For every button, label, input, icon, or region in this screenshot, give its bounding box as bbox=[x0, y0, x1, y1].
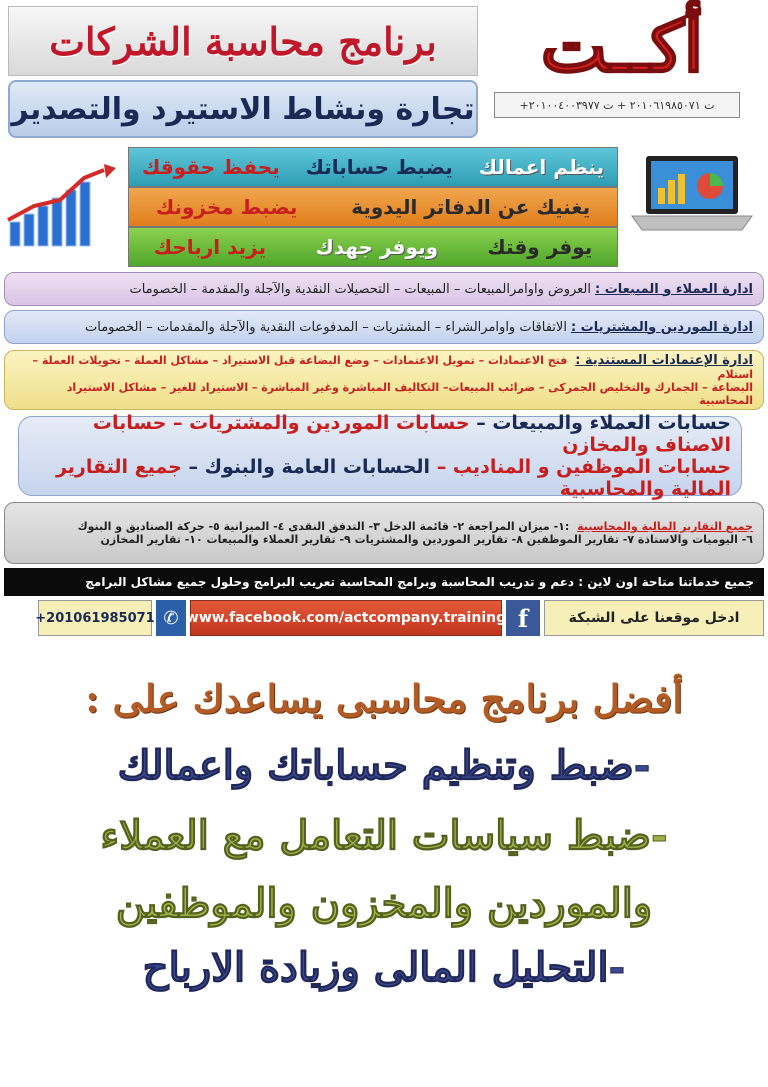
facebook-url[interactable]: www.facebook.com/actcompany.training bbox=[190, 600, 502, 636]
contact-bar bbox=[4, 600, 764, 636]
logo bbox=[488, 6, 756, 86]
credit-text-2: البضاعة – الجمارك والتخليص الجمركى – ضرائب المبيعات– التكاليف المباشرة وغير المباشرة – الاستيراد للغير – مشاكل الاستيراد المحاسبية bbox=[66, 381, 753, 407]
reports-line-1: :١- ميزان المراجعة ٢- قائمة الدخل ٣- التدفق النقدى ٤- الميزانية ٥- حركة الصناديق و البنوك bbox=[77, 520, 570, 533]
slogan-strip-2 bbox=[128, 187, 618, 227]
title-banner bbox=[8, 6, 478, 76]
customers-text: العروض واوامرالمبيعات – المبيعات – التحصيلات النقدية والآجلة والمقدمة – الخصومات bbox=[129, 281, 592, 297]
slogan-strip-3 bbox=[128, 227, 618, 267]
phone-numbers: ت ٢٠١٠٦١٩٨٥٠٧١ + ت ٢٠١٠٠٤٠٠٣٩٧٧+ bbox=[494, 92, 740, 118]
slogan-2a: يغنيك عن الدفاتر اليدوية bbox=[351, 195, 591, 219]
phone-icon: ✆ bbox=[156, 600, 186, 636]
accounts-1b: حسابات الموردين والمشتريات – bbox=[173, 412, 470, 434]
subtitle-banner bbox=[8, 80, 478, 138]
suppliers-module bbox=[4, 310, 764, 344]
credit-module bbox=[4, 350, 764, 410]
accounts-1a: حسابات العملاء والمبيعات – bbox=[476, 412, 731, 434]
slogan-2b: يضبط مخزونك bbox=[155, 195, 298, 219]
accounts-1c: حسابات الاصناف والمخازن bbox=[92, 412, 731, 456]
body-line-1: -ضبط وتنظيم حساباتك واعمالك bbox=[117, 742, 651, 789]
slogan-1c: يحفظ حقوقك bbox=[141, 155, 280, 179]
reports-line-2: ٦- اليوميات والاستاذة ٧- تقارير الموظفين ٨- تقارير الموردين والمشتريات ٩- تقارير العملاء والمبيعات ١٠- تقارير المخازن bbox=[100, 533, 753, 546]
credit-label: ادارة الإعتمادات المستندية : bbox=[575, 353, 753, 368]
customers-module bbox=[4, 272, 764, 306]
body-line-3: والموردين والمخزون والموظفين bbox=[115, 880, 653, 927]
accounts-module bbox=[18, 412, 742, 500]
suppliers-text: الاتفاقات واوامرالشراء – المشتريات – المدفوعات النقدية والآجلة والمقدمات – الخصومات bbox=[85, 319, 567, 335]
bar-chart-icon bbox=[4, 160, 122, 252]
facebook-icon[interactable]: f bbox=[506, 600, 540, 636]
credit-text-1: فتح الاعتمادات – تمويل الاعتمادات – وضع البضاعة قبل الاستيراد – مشاكل العملة – تحويلات العملة – استلام bbox=[32, 354, 753, 381]
slogan-3c: يزيد ارباحك bbox=[153, 235, 267, 259]
page-subtitle: تجارة ونشاط الاستيرد والتصدير bbox=[11, 91, 475, 127]
page-title: برنامج محاسبة الشركات bbox=[49, 18, 437, 64]
reports-label: جميع التقارير المالية والمحاسبية bbox=[577, 520, 753, 533]
contact-phone[interactable]: +201061985071 bbox=[38, 600, 152, 636]
accounts-2a: حسابات الموظفين و المناديب – bbox=[436, 456, 731, 478]
slogan-1a: ينظم اعمالك bbox=[478, 155, 605, 179]
services-bar: جميع خدماتنا متاحة اون لاين : دعم و تدريب المحاسبة وبرامج المحاسبة تعريب البرامج وحلول جميع مشاكل البرامج bbox=[4, 568, 764, 596]
accounts-2c: جميع التقارير المالية والمحاسبية bbox=[55, 456, 731, 500]
slogan-3a: يوفر وقتك bbox=[487, 235, 593, 259]
website-link[interactable]: ادخل موقعنا على الشبكة bbox=[544, 600, 764, 636]
body-headline: أفضل برنامج محاسبى يساعدك على : bbox=[85, 676, 683, 721]
slogan-3b: ويوفر جهدك bbox=[315, 235, 439, 259]
reports-module bbox=[4, 502, 764, 564]
slogan-strip-1 bbox=[128, 147, 618, 187]
suppliers-label: ادارة الموردين والمشتريات : bbox=[570, 319, 753, 335]
slogan-1b: يضبط حساباتك bbox=[305, 155, 453, 179]
customers-label: ادارة العملاء و المبيعات : bbox=[595, 281, 753, 297]
accounts-2b: الحسابات العامة والبنوك – bbox=[188, 456, 431, 478]
body-line-4: -التحليل المالى وزيادة الارباح bbox=[142, 944, 626, 991]
logo-text: أكــت bbox=[540, 4, 704, 88]
laptop-icon bbox=[624, 150, 760, 240]
body-line-2: -ضبط سياسات التعامل مع العملاء bbox=[100, 812, 668, 859]
